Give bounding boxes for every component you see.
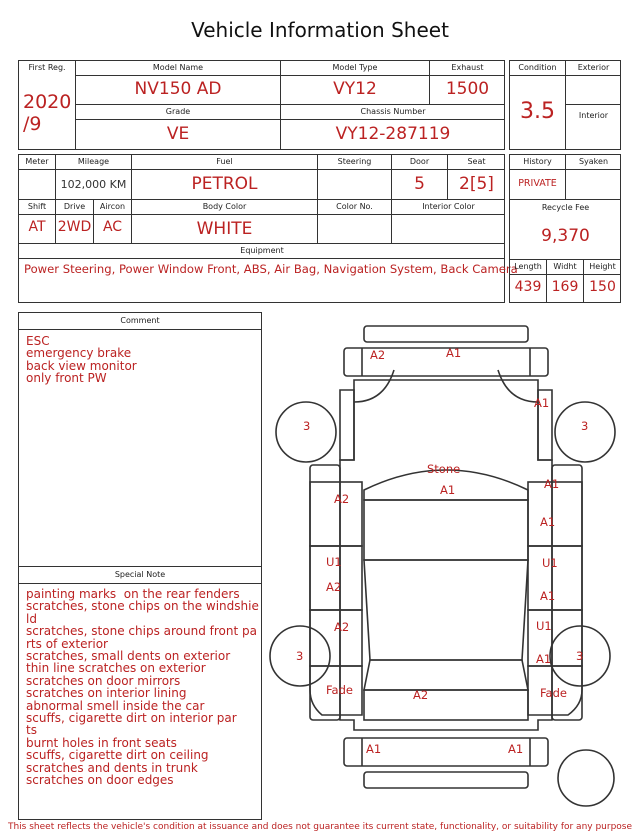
- color-no-cell: [318, 200, 392, 244]
- right-rear-quarter-mark: A1: [536, 652, 552, 666]
- right-front-fender-mark: A1: [534, 396, 550, 410]
- special-note-box: [18, 566, 262, 820]
- seat-value: 2[5]: [459, 174, 494, 194]
- left-rear-fade-mark: Fade: [326, 683, 353, 697]
- right-front-door-top-mark: A1: [544, 477, 560, 491]
- special-note-line: abnormal smell inside the car: [26, 698, 205, 713]
- special-note-line: thin line scratches on exterior: [26, 661, 206, 676]
- rear-hatch-mark: A2: [413, 688, 429, 702]
- mileage-label: Mileage: [56, 155, 131, 170]
- width-value: 169: [551, 279, 579, 295]
- exhaust-cell: [430, 61, 505, 105]
- syaken-cell: [566, 155, 621, 200]
- special-note-line: scratches, stone chips around front pa: [26, 624, 257, 639]
- exterior-label: Exterior: [566, 61, 621, 76]
- history-cell: [510, 155, 566, 200]
- equipment-cell: [19, 244, 518, 303]
- comment-lines: [26, 335, 137, 385]
- shift-label: Shift: [19, 200, 55, 215]
- fuel-value: PETROL: [191, 174, 258, 194]
- interior-cell: [566, 105, 621, 150]
- length-cell: [510, 260, 547, 303]
- steering-cell: [318, 155, 392, 200]
- car-body-outline: [340, 380, 552, 730]
- interior-color-label: Interior Color: [392, 200, 505, 215]
- footer-disclaimer: This sheet reflects the vehicle's condition at issuance and does not guarantee its current state, functionality, or suitability for any purpose: [7, 822, 633, 832]
- width-cell: [547, 260, 584, 303]
- right-front-door-mark: A1: [540, 515, 556, 529]
- chassis-value: VY12-287119: [335, 124, 451, 144]
- comment-line: ESC: [26, 334, 50, 348]
- front-bumper-left-mark: A2: [370, 348, 386, 362]
- rear-hatch: [364, 690, 528, 720]
- rear-window: [364, 660, 528, 690]
- model-name-label: Model Name: [76, 61, 280, 76]
- door-cell: [392, 155, 448, 200]
- shift-value: AT: [28, 219, 46, 235]
- side-box: [509, 154, 621, 303]
- hood-note: Stone: [427, 462, 461, 476]
- special-note-lines: [26, 588, 259, 787]
- door-value: 5: [414, 174, 425, 194]
- height-cell: [584, 260, 621, 303]
- rear-bumper-left-mark: A1: [366, 742, 382, 756]
- left-rear-door-mark: A2: [326, 580, 342, 594]
- special-note-line: rts of exterior: [26, 636, 108, 651]
- left-front-door-mark: A2: [334, 492, 350, 506]
- vehicle-damage-diagram: [262, 310, 632, 822]
- chassis-cell: [281, 105, 505, 150]
- aircon-cell: [94, 200, 132, 244]
- special-note-line: scuffs, cigarette dirt on ceiling: [26, 748, 209, 763]
- left-rear-quarter: [310, 610, 362, 666]
- drive-label: Drive: [56, 200, 93, 215]
- special-note-line: scratches, small dents on exterior: [26, 649, 231, 664]
- special-note-line: ts: [26, 723, 37, 738]
- interior-color-cell: [392, 200, 505, 244]
- steering-label: Steering: [318, 155, 391, 170]
- comment-label: Comment: [19, 313, 261, 330]
- special-note-line: burnt holes in front seats: [26, 735, 177, 750]
- right-side-sill: [552, 465, 582, 720]
- condition-cell: [510, 61, 566, 150]
- hood-mark: A1: [440, 483, 456, 497]
- front-top-strip: [364, 326, 528, 342]
- length-value: 439: [514, 279, 542, 295]
- door-label: Door: [392, 155, 447, 170]
- first-reg-label: First Reg.: [28, 63, 66, 72]
- width-label: Widht: [547, 260, 583, 275]
- right-front-door: [528, 482, 582, 546]
- exterior-cell: [566, 61, 621, 105]
- fuel-label: Fuel: [132, 155, 317, 170]
- page-title: Vehicle Information Sheet: [191, 18, 449, 42]
- chassis-label: Chassis Number: [281, 105, 505, 120]
- front-bumper-right-mark: A1: [446, 346, 462, 360]
- equipment-label: Equipment: [19, 244, 505, 259]
- right-rear-fade-mark: Fade: [540, 686, 567, 700]
- model-type-cell: [281, 61, 430, 105]
- model-name-value: NV150 AD: [134, 79, 222, 99]
- special-note-line: scratches, stone chips on the windshie: [26, 599, 259, 614]
- grade-cell: [76, 105, 281, 150]
- special-note-line: scratches on door edges: [26, 773, 174, 788]
- right-rear-quarter-top-mark: U1: [536, 619, 552, 633]
- special-note-line: scratches on interior lining: [26, 686, 187, 701]
- shift-cell: [19, 200, 56, 244]
- left-rear-quarter-mark: A2: [334, 620, 350, 634]
- drive-value: 2WD: [57, 219, 92, 235]
- right-rear-door-mark: A1: [540, 589, 556, 603]
- model-type-value: VY12: [333, 79, 377, 99]
- roof-front: [364, 500, 528, 560]
- height-value: 150: [589, 279, 616, 295]
- special-note-line: ld: [26, 611, 37, 626]
- condition-value: 3.5: [520, 99, 555, 124]
- header-box: [18, 60, 505, 150]
- body-color-value: WHITE: [196, 219, 253, 239]
- aircon-label: Aircon: [94, 200, 131, 215]
- special-note-label: Special Note: [19, 567, 261, 584]
- recycle-fee-label: Recycle Fee: [541, 203, 590, 212]
- exhaust-label: Exhaust: [430, 61, 505, 76]
- model-name-cell: [76, 61, 281, 105]
- condition-box: [509, 60, 621, 150]
- drive-cell: [56, 200, 94, 244]
- first-reg-cell: [19, 61, 76, 150]
- model-type-label: Model Type: [281, 61, 429, 76]
- special-note-line: painting marks on the rear fenders: [26, 587, 240, 601]
- left-front-wheel-mark: 3: [303, 419, 311, 433]
- body-color-cell: [132, 200, 318, 244]
- length-label: Length: [510, 260, 546, 275]
- grade-label: Grade: [76, 105, 280, 120]
- right-rear-wheel-mark: 3: [576, 649, 584, 663]
- history-value: PRIVATE: [518, 178, 557, 189]
- mileage-cell: [56, 155, 132, 200]
- specs-box: [18, 154, 518, 303]
- equipment-value: Power Steering, Power Window Front, ABS, Air Bag, Navigation System, Back Camera: [24, 262, 518, 276]
- rear-bumper-right-mark: A1: [508, 742, 524, 756]
- special-note-line: scratches and dents in trunk: [26, 760, 198, 775]
- aircon-value: AC: [102, 219, 123, 235]
- right-rear-door-top-mark: U1: [542, 556, 558, 570]
- fuel-cell: [132, 155, 318, 200]
- meter-cell: [19, 155, 56, 200]
- seat-cell: [448, 155, 505, 200]
- syaken-label: Syaken: [566, 155, 621, 170]
- recycle-fee-cell: [510, 200, 621, 260]
- height-label: Height: [584, 260, 621, 275]
- left-rear-wheel-mark: 3: [296, 649, 304, 663]
- meter-label: Meter: [19, 155, 55, 170]
- spare-wheel: [558, 750, 614, 806]
- comment-line: back view monitor: [26, 358, 137, 373]
- grade-value: VE: [166, 124, 190, 144]
- special-note-line: scratches on door mirrors: [26, 673, 181, 688]
- comment-line: emergency brake: [26, 346, 132, 361]
- seat-label: Seat: [448, 155, 505, 170]
- roof: [364, 560, 528, 660]
- first-reg-value: 2020 /9: [23, 91, 72, 135]
- mileage-value: 102,000 KM: [60, 178, 127, 191]
- interior-label: Interior: [578, 111, 609, 120]
- right-front-wheel-mark: 3: [581, 419, 589, 433]
- recycle-fee-value: 9,370: [541, 226, 590, 246]
- history-label: History: [510, 155, 565, 170]
- comment-line: only front PW: [26, 371, 107, 386]
- special-note-line: scuffs, cigarette dirt on interior par: [26, 711, 237, 726]
- rear-bottom-strip: [364, 772, 528, 788]
- exhaust-value: 1500: [445, 79, 490, 99]
- left-rear-door-top-mark: U1: [326, 555, 342, 569]
- condition-label: Condition: [510, 61, 565, 76]
- color-no-label: Color No.: [318, 200, 391, 215]
- comment-box: [18, 312, 262, 567]
- body-color-label: Body Color: [132, 200, 317, 215]
